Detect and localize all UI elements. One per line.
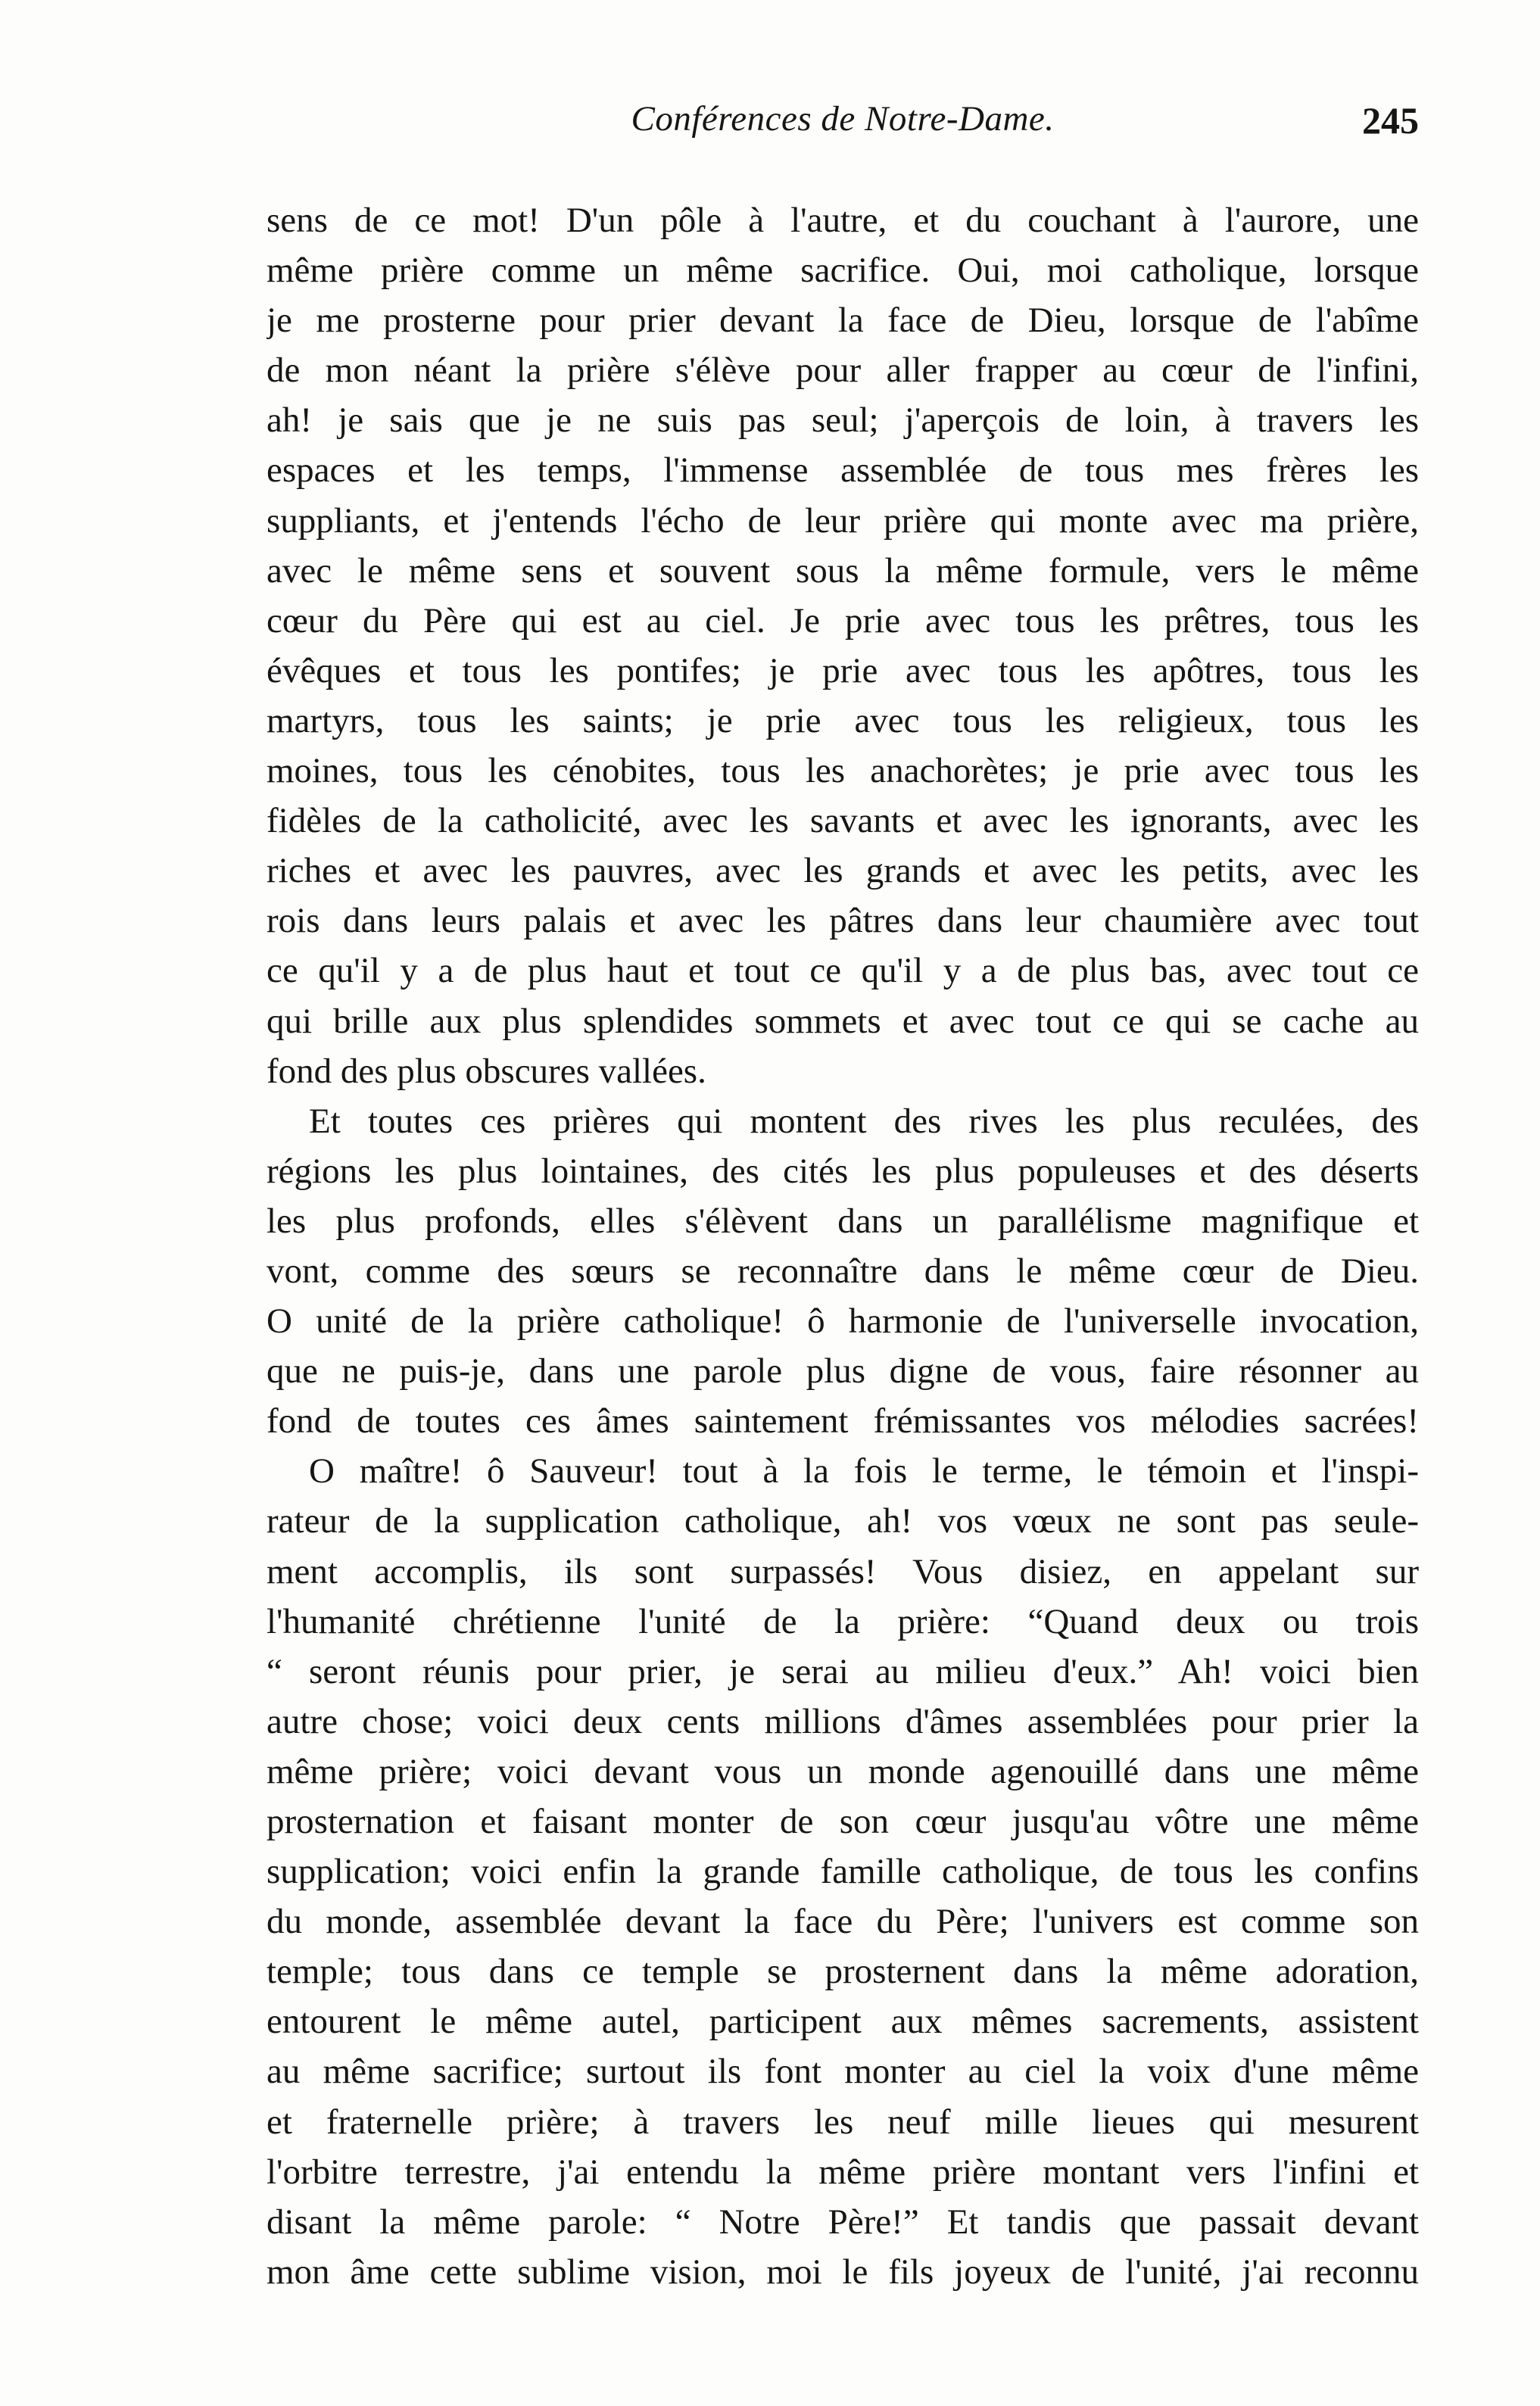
text-line: suppliants, et j'entends l'écho de leur prière qui monte avec ma prière, — [267, 500, 1419, 541]
text-line: martyrs, tous les saints; je prie avec tous les religieux, tous les — [267, 700, 1419, 740]
text-line: O unité de la prière catholique! ô harmonie de l'universelle invocation, — [267, 1301, 1419, 1342]
text-line: autre chose; voici deux cents millions d'âmes assemblées pour prier la — [267, 1701, 1419, 1741]
text-line: qui brille aux plus splendides sommets et avec tout ce qui se cache au — [267, 1001, 1419, 1041]
text-line: moines, tous les cénobites, tous les anachorètes; je prie avec tous les — [267, 751, 1419, 791]
text-line: espaces et les temps, l'immense assemblée de tous mes frères les — [267, 450, 1419, 491]
text-line: fond des plus obscures vallées. — [267, 1051, 706, 1091]
text-line: évêques et tous les pontifes; je prie avec tous les apôtres, tous les — [267, 650, 1419, 690]
text-line: ment accomplis, ils sont surpassés! Vous disiez, en appelant sur — [267, 1551, 1419, 1591]
text-line: mon âme cette sublime vision, moi le fils joyeux de l'unité, j'ai reconnu — [267, 2252, 1419, 2292]
text-line: supplication; voici enfin la grande famille catholique, de tous les confins — [267, 1852, 1419, 1892]
text-line: les plus profonds, elles s'élèvent dans un parallélisme magnifique et — [267, 1201, 1419, 1241]
running-title: Conférences de Notre-Dame. — [631, 99, 1055, 139]
text-line: Et toutes ces prières qui montent des rives les plus reculées, des — [309, 1101, 1419, 1141]
text-line: temple; tous dans ce temple se prosternent dans la même adoration, — [267, 1952, 1419, 1992]
body-text — [267, 195, 1419, 2297]
text-line: sens de ce mot! D'un pôle à l'autre, et du couchant à l'aurore, une — [267, 201, 1419, 240]
running-head — [267, 98, 1419, 159]
text-line: ce qu'il y a de plus haut et tout ce qu'il y a de plus bas, avec tout ce — [267, 951, 1419, 991]
text-line: O maître! ô Sauveur! tout à la fois le terme, le témoin et l'inspi- — [309, 1451, 1419, 1491]
text-line: l'orbitre terrestre, j'ai entendu la même prière montant vers l'infini et — [267, 2152, 1419, 2192]
text-line: l'humanité chrétienne l'unité de la prière: “Quand deux ou trois — [267, 1601, 1419, 1641]
text-line: cœur du Père qui est au ciel. Je prie avec tous les prêtres, tous les — [267, 600, 1419, 640]
text-line: fond de toutes ces âmes saintement frémissantes vos mélodies sacrées! — [267, 1401, 1419, 1441]
text-line: au même sacrifice; surtout ils font monter au ciel la voix d'une même — [267, 2052, 1419, 2092]
page-number: 245 — [1362, 99, 1419, 142]
text-line: du monde, assemblée devant la face du Père; l'univers est comme son — [267, 1902, 1419, 1942]
text-line: disant la même parole: “ Notre Père!” Et tandis que passait devant — [267, 2202, 1419, 2242]
text-line: même prière; voici devant vous un monde agenouillé dans une même — [267, 1751, 1419, 1791]
text-line: fidèles de la catholicité, avec les savants et avec les ignorants, avec les — [267, 801, 1419, 841]
text-line: riches et avec les pauvres, avec les grands et avec les petits, avec les — [267, 851, 1419, 891]
text-line: vont, comme des sœurs se reconnaître dans le même cœur de Dieu. — [267, 1251, 1419, 1291]
text-line: rois dans leurs palais et avec les pâtres dans leur chaumière avec tout — [267, 901, 1419, 941]
text-line: je me prosterne pour prier devant la face de Dieu, lorsque de l'abîme — [267, 301, 1419, 341]
text-line: que ne puis-je, dans une parole plus digne de vous, faire résonner au — [267, 1351, 1419, 1392]
text-line: ah! je sais que je ne suis pas seul; j'aperçois de loin, à travers les — [267, 400, 1419, 441]
text-line: et fraternelle prière; à travers les neuf mille lieues qui mesurent — [267, 2102, 1419, 2142]
text-line: même prière comme un même sacrifice. Oui, moi catholique, lorsque — [267, 251, 1419, 291]
text-line: régions les plus lointaines, des cités les plus populeuses et des déserts — [267, 1151, 1419, 1191]
text-line: prosternation et faisant monter de son cœur jusqu'au vôtre une même — [267, 1802, 1419, 1841]
text-line: de mon néant la prière s'élève pour aller frapper au cœur de l'infini, — [267, 351, 1419, 391]
text-line: avec le même sens et souvent sous la même formule, vers le même — [267, 550, 1419, 591]
text-line: rateur de la supplication catholique, ah! vos vœux ne sont pas seule- — [267, 1501, 1419, 1541]
text-line: “ seront réunis pour prier, je serai au milieu d'eux.” Ah! voici bien — [267, 1651, 1419, 1691]
text-line: entourent le même autel, participent aux mêmes sacrements, assistent — [267, 2002, 1419, 2042]
